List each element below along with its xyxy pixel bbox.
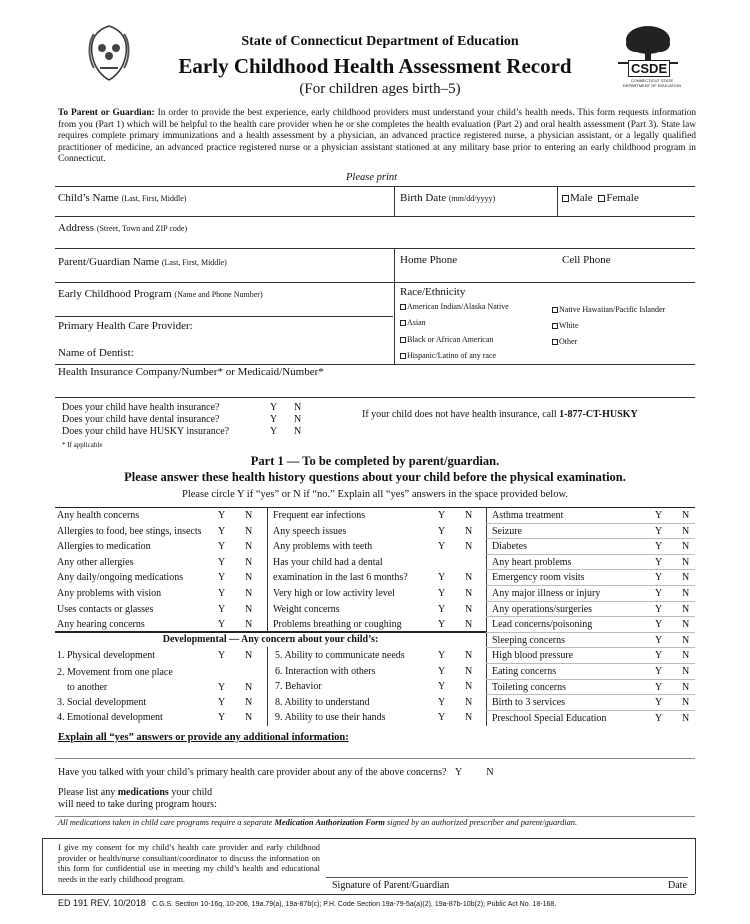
race-option-other[interactable] xyxy=(552,337,577,346)
no-option[interactable]: N xyxy=(465,588,473,599)
insurance-q-health xyxy=(62,402,312,413)
form-id: ED 191 REV. 10/2018 xyxy=(58,898,146,908)
consent-text: I give my consent for my child’s health care provider and early childhood provider or health/nurse consultant/coordinator to discuss the information on this form for confidential use in meeting my child’s health and educational needs in the early childhood program. xyxy=(58,843,320,884)
husky-note-text: If your child does not have health insurance, call xyxy=(362,409,557,420)
part1-title: Part 1 — To be completed by parent/guardian. xyxy=(250,454,500,468)
no-option[interactable]: N xyxy=(465,712,473,723)
question-label: Sleeping concerns xyxy=(492,634,566,646)
question-label: Diabetes xyxy=(492,541,527,553)
primary-provider-field[interactable]: Primary Health Care Provider: xyxy=(58,320,193,332)
no-option[interactable]: N xyxy=(245,619,253,631)
form-title: Early Childhood Health Assessment Record xyxy=(178,54,572,78)
yes-option[interactable]: Y xyxy=(655,603,663,615)
question-label: Birth to 3 services xyxy=(492,697,566,709)
med-note-b: Medication Authorization Form xyxy=(274,818,385,827)
no-option[interactable]: N xyxy=(465,650,473,661)
no-option[interactable]: N xyxy=(682,572,690,584)
no-option[interactable]: N xyxy=(245,697,253,708)
yes-option[interactable]: Y xyxy=(454,767,462,778)
child-name-field[interactable] xyxy=(58,192,186,204)
program-label: Early Childhood Program xyxy=(58,288,172,300)
female-checkbox[interactable] xyxy=(598,192,638,204)
yes-option[interactable]: Y xyxy=(655,510,663,521)
agency-name: State of Connecticut Department of Education xyxy=(241,34,519,49)
race-option-hispanic[interactable] xyxy=(400,351,496,360)
csde-logo-subtext: CONNECTICUT STATE DEPARTMENT OF EDUCATION xyxy=(622,78,682,88)
insurance-q-label: Does your child have dental insurance? xyxy=(62,414,220,425)
question-label: examination in the last 6 months? xyxy=(273,572,408,584)
question-label: Eating concerns xyxy=(492,666,557,677)
signature-line[interactable] xyxy=(326,877,688,878)
no-option[interactable]: N xyxy=(245,712,253,723)
insurance-q-label: Does your child have HUSKY insurance? xyxy=(62,426,230,437)
question-label: High blood pressure xyxy=(492,650,574,662)
yes-option[interactable]: Y xyxy=(218,541,226,553)
intro-body: In order to provide the best experience, early childhood providers must understand your child’s health needs. This form requests information from you (Part 1) which will be helpful to the health care provider when he or she completes the health evaluation (Part 2) and oral health assessment (Part 3). State law requires complete primary immunizations and a health assessment by a physician, an advanced practice registered nurse, a physician assistant, or a legally qualified practitioner of medicine, an advanced practice registered nurse or a physician assistant stationed at any military base prior to entering an early childhood program in Connecticut. xyxy=(58,108,697,165)
yes-option[interactable]: Y xyxy=(438,681,446,692)
med-note-c: signed by an authorized prescriber and parent/guardian. xyxy=(387,818,578,827)
yes-option[interactable]: Y xyxy=(438,588,446,599)
race-label: Race/Ethnicity xyxy=(400,286,466,298)
female-label: Female xyxy=(606,192,639,204)
sex-checkboxes xyxy=(562,192,639,204)
no-option[interactable]: N xyxy=(682,666,690,677)
address-field[interactable] xyxy=(58,222,187,234)
question-label: Any major illness or injury xyxy=(492,588,601,599)
yes-option[interactable]: Y xyxy=(438,619,446,631)
intro-paragraph xyxy=(58,108,696,166)
no-option[interactable]: N xyxy=(465,696,473,708)
yes-option[interactable]: Y xyxy=(218,556,226,568)
race-option-label: Hispanic/Latino of any race xyxy=(407,351,497,360)
no-option[interactable]: N xyxy=(682,603,690,615)
question-label: Uses contacts or glasses xyxy=(57,603,154,615)
question-label: to another xyxy=(67,682,108,693)
insurance-q-husky xyxy=(62,426,312,437)
question-label: 1. Physical development xyxy=(57,650,156,661)
question-label: Any other allergies xyxy=(57,556,134,568)
program-field[interactable] xyxy=(58,288,263,300)
yes-option[interactable]: Y xyxy=(655,525,663,537)
male-checkbox[interactable] xyxy=(562,192,593,204)
meds-lead: Please list any xyxy=(58,787,116,798)
child-name-hint: (Last, First, Middle) xyxy=(121,194,187,203)
please-print: Please print xyxy=(346,172,398,183)
no-option[interactable]: N xyxy=(245,556,253,568)
yes-option[interactable]: Y xyxy=(218,588,226,599)
no-option[interactable]: N xyxy=(245,588,253,599)
yes-option[interactable]: Y xyxy=(655,712,663,724)
yes-option[interactable]: Y xyxy=(438,603,446,615)
no-option[interactable]: N xyxy=(465,603,473,615)
explain-line[interactable] xyxy=(55,758,695,759)
yes-option[interactable]: Y xyxy=(655,572,663,584)
footer xyxy=(58,898,556,908)
question-label: Any problems with vision xyxy=(57,588,162,599)
no-option[interactable]: N xyxy=(682,510,690,521)
birth-date-hint: (mm/dd/yyyy) xyxy=(448,194,496,203)
no-option[interactable]: N xyxy=(465,525,473,537)
no-option[interactable]: N xyxy=(294,414,302,425)
no-option[interactable]: N xyxy=(245,525,253,537)
race-option-native-hawaiian[interactable] xyxy=(552,305,665,314)
home-phone-field[interactable]: Home Phone xyxy=(400,254,458,266)
insurance-field[interactable]: Health Insurance Company/Number* or Medicaid/Number* xyxy=(58,366,324,378)
yes-option[interactable]: Y xyxy=(270,426,278,437)
insurance-q-label: Does your child have health insurance? xyxy=(62,402,220,413)
no-option[interactable]: N xyxy=(465,541,473,553)
yes-option[interactable]: Y xyxy=(218,712,226,723)
parent-name-field[interactable] xyxy=(58,256,227,268)
part1-instruction: Please circle Y if “yes” or N if “no.” Explain all “yes” answers in the space provided below. xyxy=(181,489,569,500)
yes-option[interactable]: Y xyxy=(655,650,663,662)
no-option[interactable]: N xyxy=(465,681,473,692)
yes-option[interactable]: Y xyxy=(655,634,663,646)
question-label: Asthma treatment xyxy=(492,510,564,521)
no-option[interactable]: N xyxy=(465,665,473,677)
question-label: 6. Interaction with others xyxy=(275,665,376,677)
race-option-label: Native Hawaiian/Pacific Islander xyxy=(559,305,666,314)
race-option-american-indian[interactable] xyxy=(400,302,509,311)
yes-option[interactable]: Y xyxy=(218,603,226,615)
race-option-asian[interactable] xyxy=(400,318,426,327)
yes-option[interactable]: Y xyxy=(218,510,226,521)
no-option[interactable]: N xyxy=(465,619,473,631)
question-label: Seizure xyxy=(492,525,522,537)
race-option-label: Other xyxy=(559,337,578,346)
address-label: Address xyxy=(58,222,95,234)
no-option[interactable]: N xyxy=(294,426,302,437)
yes-option[interactable]: Y xyxy=(438,696,446,708)
question-label: 5. Ability to communicate needs xyxy=(275,650,405,661)
question-label: Preschool Special Education xyxy=(492,712,607,724)
intro-lead: To Parent or Guardian: xyxy=(58,108,155,118)
no-option[interactable]: N xyxy=(245,650,253,661)
yes-option[interactable]: Y xyxy=(218,650,226,661)
yes-option[interactable]: Y xyxy=(218,572,226,584)
yes-option[interactable]: Y xyxy=(270,402,278,413)
yes-option[interactable]: Y xyxy=(655,588,663,599)
birth-date-label: Birth Date xyxy=(400,192,447,204)
meds-line2: will need to take during program hours: xyxy=(58,799,217,810)
yes-option[interactable]: Y xyxy=(655,681,663,693)
question-label: Emergency room visits xyxy=(492,572,585,584)
yes-option[interactable]: Y xyxy=(438,541,446,553)
race-option-black[interactable] xyxy=(400,335,493,344)
date-label: Date xyxy=(668,880,687,891)
csde-logo-text: CSDE xyxy=(628,60,670,77)
child-name-label: Child’s Name xyxy=(58,192,119,204)
question-label: Any heart problems xyxy=(492,556,572,568)
dentist-field[interactable]: Name of Dentist: xyxy=(58,347,134,359)
no-option[interactable]: N xyxy=(245,682,253,693)
question-label: Any daily/ongoing medications xyxy=(57,572,184,584)
question-label: Problems breathing or coughing xyxy=(273,619,402,631)
no-option[interactable]: N xyxy=(486,767,494,778)
explain-label: Explain all “yes” answers or provide any additional information: xyxy=(58,732,349,743)
question-label: Any operations/surgeries xyxy=(492,603,593,615)
meds-tail: your child xyxy=(171,787,213,798)
race-option-label: Black or African American xyxy=(407,335,494,344)
talked-question xyxy=(58,767,494,778)
no-option[interactable]: N xyxy=(245,603,253,615)
no-option[interactable]: N xyxy=(245,541,253,553)
address-hint: (Street, Town and ZIP code) xyxy=(96,224,188,233)
question-label: Any hearing concerns xyxy=(57,619,145,631)
no-option[interactable]: N xyxy=(682,588,690,599)
question-label: Frequent ear infections xyxy=(273,510,366,521)
no-option[interactable]: N xyxy=(465,510,473,521)
yes-option[interactable]: Y xyxy=(438,510,446,521)
form-subtitle: (For children ages birth–5) xyxy=(299,81,461,97)
yes-option[interactable]: Y xyxy=(655,541,663,553)
yes-option[interactable]: Y xyxy=(655,556,663,568)
husky-number: 1-877-CT-HUSKY xyxy=(559,409,638,420)
no-option[interactable]: N xyxy=(682,525,690,537)
question-label: 7. Behavior xyxy=(275,681,322,692)
talked-text: Have you talked with your child’s primary health care provider about any of the above concerns? xyxy=(58,767,447,778)
no-option[interactable]: N xyxy=(465,572,473,584)
no-option[interactable]: N xyxy=(682,712,690,724)
race-option-white[interactable] xyxy=(552,321,579,330)
question-label: Has your child had a dental xyxy=(273,556,383,568)
race-option-label: Asian xyxy=(407,318,426,327)
no-option[interactable]: N xyxy=(682,634,690,646)
state-seal xyxy=(86,24,132,82)
csde-logo xyxy=(612,24,684,90)
insurance-footnote: * If applicable xyxy=(62,441,103,449)
question-label: Weight concerns xyxy=(273,603,340,615)
yes-option[interactable]: Y xyxy=(438,572,446,584)
yes-option[interactable]: Y xyxy=(655,666,663,677)
question-label: Any speech issues xyxy=(273,525,347,537)
developmental-title: Developmental — Any concern about your child’s: xyxy=(162,634,379,645)
question-label: Allergies to food, bee stings, insects xyxy=(57,525,202,537)
medication-note xyxy=(58,818,577,827)
insurance-q-dental xyxy=(62,414,312,425)
question-label: 8. Ability to understand xyxy=(275,696,370,708)
yes-option[interactable]: Y xyxy=(218,619,226,631)
yes-option[interactable]: Y xyxy=(218,525,226,537)
husky-note xyxy=(362,409,638,420)
yes-option[interactable]: Y xyxy=(438,712,446,723)
statutes: C.G.S. Section 10-16q, 10-206, 19a.79(a), 19a-87b(c); P.H. Code Section 19a-79-5a(a)(2), 19a-87b-10b(2); Public Act No. 18-168. xyxy=(152,901,557,908)
no-option[interactable]: N xyxy=(682,650,690,662)
yes-option[interactable]: Y xyxy=(655,697,663,709)
yes-option[interactable]: Y xyxy=(438,650,446,661)
no-option[interactable]: N xyxy=(294,402,302,413)
question-label: 4. Emotional development xyxy=(57,712,163,723)
no-option[interactable]: N xyxy=(682,697,690,709)
race-option-label: American Indian/Alaska Native xyxy=(407,302,509,311)
question-label: Any problems with teeth xyxy=(273,541,373,553)
question-label: Any health concerns xyxy=(57,510,140,521)
yes-option[interactable]: Y xyxy=(218,682,226,693)
yes-option[interactable]: Y xyxy=(655,619,663,631)
no-option[interactable]: N xyxy=(682,556,690,568)
medications-field[interactable] xyxy=(58,787,217,811)
question-label: Toileting concerns xyxy=(492,681,566,693)
race-option-label: White xyxy=(559,321,579,330)
program-hint: (Name and Phone Number) xyxy=(174,290,263,299)
part1-subtitle: Please answer these health history questions about your child before the physical examination. xyxy=(124,470,626,484)
question-label: 9. Ability to use their hands xyxy=(275,712,386,723)
birth-date-field[interactable] xyxy=(400,192,495,204)
no-option[interactable]: N xyxy=(682,541,690,553)
yes-option[interactable]: Y xyxy=(438,665,446,677)
parent-name-label: Parent/Guardian Name xyxy=(58,256,160,268)
signature-label: Signature of Parent/Guardian xyxy=(332,880,450,891)
question-label: Lead concerns/poisoning xyxy=(492,619,593,631)
question-label: Allergies to medication xyxy=(57,541,151,553)
question-label: Very high or low activity level xyxy=(273,588,395,599)
yes-option[interactable]: Y xyxy=(438,525,446,537)
yes-option[interactable]: Y xyxy=(270,414,278,425)
cell-phone-field[interactable]: Cell Phone xyxy=(562,254,611,266)
male-label: Male xyxy=(570,192,593,204)
health-history-table xyxy=(55,507,695,727)
no-option[interactable]: N xyxy=(245,510,253,521)
no-option[interactable]: N xyxy=(245,572,253,584)
parent-name-hint: (Last, First, Middle) xyxy=(161,258,227,267)
question-label: 2. Movement from one place xyxy=(57,667,173,678)
no-option[interactable]: N xyxy=(682,681,690,693)
med-note-a: All medications taken in child care programs require a separate xyxy=(58,818,273,827)
yes-option[interactable]: Y xyxy=(218,697,226,708)
no-option[interactable]: N xyxy=(682,619,690,631)
question-label: 3. Social development xyxy=(57,697,147,708)
meds-bold: medications xyxy=(117,787,169,798)
